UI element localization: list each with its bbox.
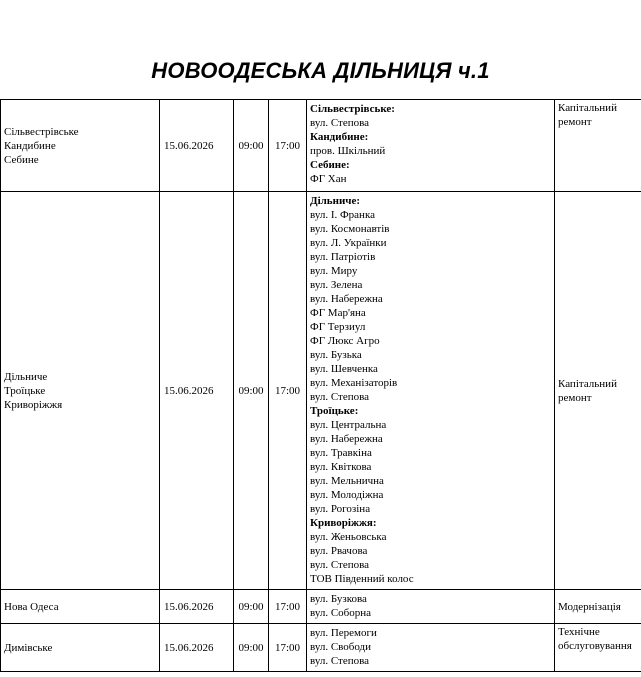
- settlement-heading: Сільвестрівське:: [310, 103, 395, 115]
- streets-cell: [307, 590, 555, 624]
- work-type-cell: Капітальний ремонт: [555, 100, 641, 192]
- street-item: вул. Степова: [310, 391, 370, 403]
- street-item: вул. Свободи: [310, 641, 372, 653]
- streets-cell: [307, 624, 555, 672]
- street-item: вул. Патріотів: [310, 251, 376, 263]
- street-item: вул. Степова: [310, 559, 370, 571]
- start-time-cell: 09:00: [234, 192, 269, 590]
- street-item: вул. Набережна: [310, 433, 383, 445]
- work-type-cell: Технічне обслуговування: [555, 624, 641, 672]
- work-type-cell: Модернізація: [555, 590, 641, 624]
- street-item: вул. Космонавтів: [310, 223, 390, 235]
- street-item: вул. Механізаторів: [310, 377, 398, 389]
- street-item: ФГ Люкс Агро: [310, 335, 380, 347]
- streets-cell: [307, 192, 555, 590]
- start-time-cell: 09:00: [234, 590, 269, 624]
- start-time-cell: 09:00: [234, 100, 269, 192]
- street-item: вул. Мельнична: [310, 475, 384, 487]
- date-cell: 15.06.2026: [160, 624, 234, 672]
- street-item: ФГ Хан: [310, 173, 347, 185]
- table-row: [1, 192, 641, 590]
- settlement-heading: Себине:: [310, 159, 350, 171]
- table-row: [1, 100, 641, 192]
- street-item: вул. Степова: [310, 655, 370, 667]
- date-cell: 15.06.2026: [160, 590, 234, 624]
- table-row: [1, 624, 641, 672]
- street-item: вул. Перемоги: [310, 627, 377, 639]
- page-title: НОВООДЕСЬКА ДІЛЬНИЦЯ ч.1: [151, 58, 490, 83]
- settlement-heading: Криворіжжя:: [310, 517, 377, 529]
- street-item: вул. Центральна: [310, 419, 387, 431]
- street-item: ФГ Терзиул: [310, 321, 366, 333]
- end-time-cell: 17:00: [269, 192, 307, 590]
- street-item: вул. Шевченка: [310, 363, 378, 375]
- settlements-cell: Нова Одеса: [1, 590, 160, 624]
- street-item: вул. Молодіжна: [310, 489, 384, 501]
- street-item: вул. Травкіна: [310, 447, 372, 459]
- street-item: пров. Шкільний: [310, 145, 386, 157]
- street-item: ТОВ Південний колос: [310, 573, 414, 585]
- street-item: ФГ Мар'яна: [310, 307, 366, 319]
- streets-cell: [307, 100, 555, 192]
- street-item: вул. Бузька: [310, 349, 362, 361]
- outage-schedule-table: [0, 99, 641, 672]
- street-item: вул. Степова: [310, 117, 370, 129]
- work-type-cell: Капітальний ремонт: [555, 192, 641, 590]
- street-item: вул. Бузкова: [310, 593, 367, 605]
- table-row: [1, 590, 641, 624]
- street-item: вул. Л. Українки: [310, 237, 387, 249]
- street-item: вул. Миру: [310, 265, 358, 277]
- settlement-heading: Троїцьке:: [310, 405, 359, 417]
- end-time-cell: 17:00: [269, 624, 307, 672]
- street-item: вул. Рогозіна: [310, 503, 371, 515]
- settlement-heading: Дільниче:: [310, 195, 361, 207]
- street-item: вул. І. Франка: [310, 209, 376, 221]
- street-item: вул. Зелена: [310, 279, 363, 291]
- settlements-cell: Дільниче Троїцьке Криворіжжя: [1, 192, 160, 590]
- settlement-heading: Кандибине:: [310, 131, 369, 143]
- settlements-cell: Димівське: [1, 624, 160, 672]
- end-time-cell: 17:00: [269, 590, 307, 624]
- date-cell: 15.06.2026: [160, 192, 234, 590]
- street-item: вул. Рвачова: [310, 545, 368, 557]
- street-item: вул. Соборна: [310, 607, 372, 619]
- street-item: вул. Квіткова: [310, 461, 372, 473]
- street-item: вул. Женьовська: [310, 531, 387, 543]
- street-item: вул. Набережна: [310, 293, 383, 305]
- start-time-cell: 09:00: [234, 624, 269, 672]
- settlements-cell: Сільвестрівське Кандибине Себине: [1, 100, 160, 192]
- end-time-cell: 17:00: [269, 100, 307, 192]
- date-cell: 15.06.2026: [160, 100, 234, 192]
